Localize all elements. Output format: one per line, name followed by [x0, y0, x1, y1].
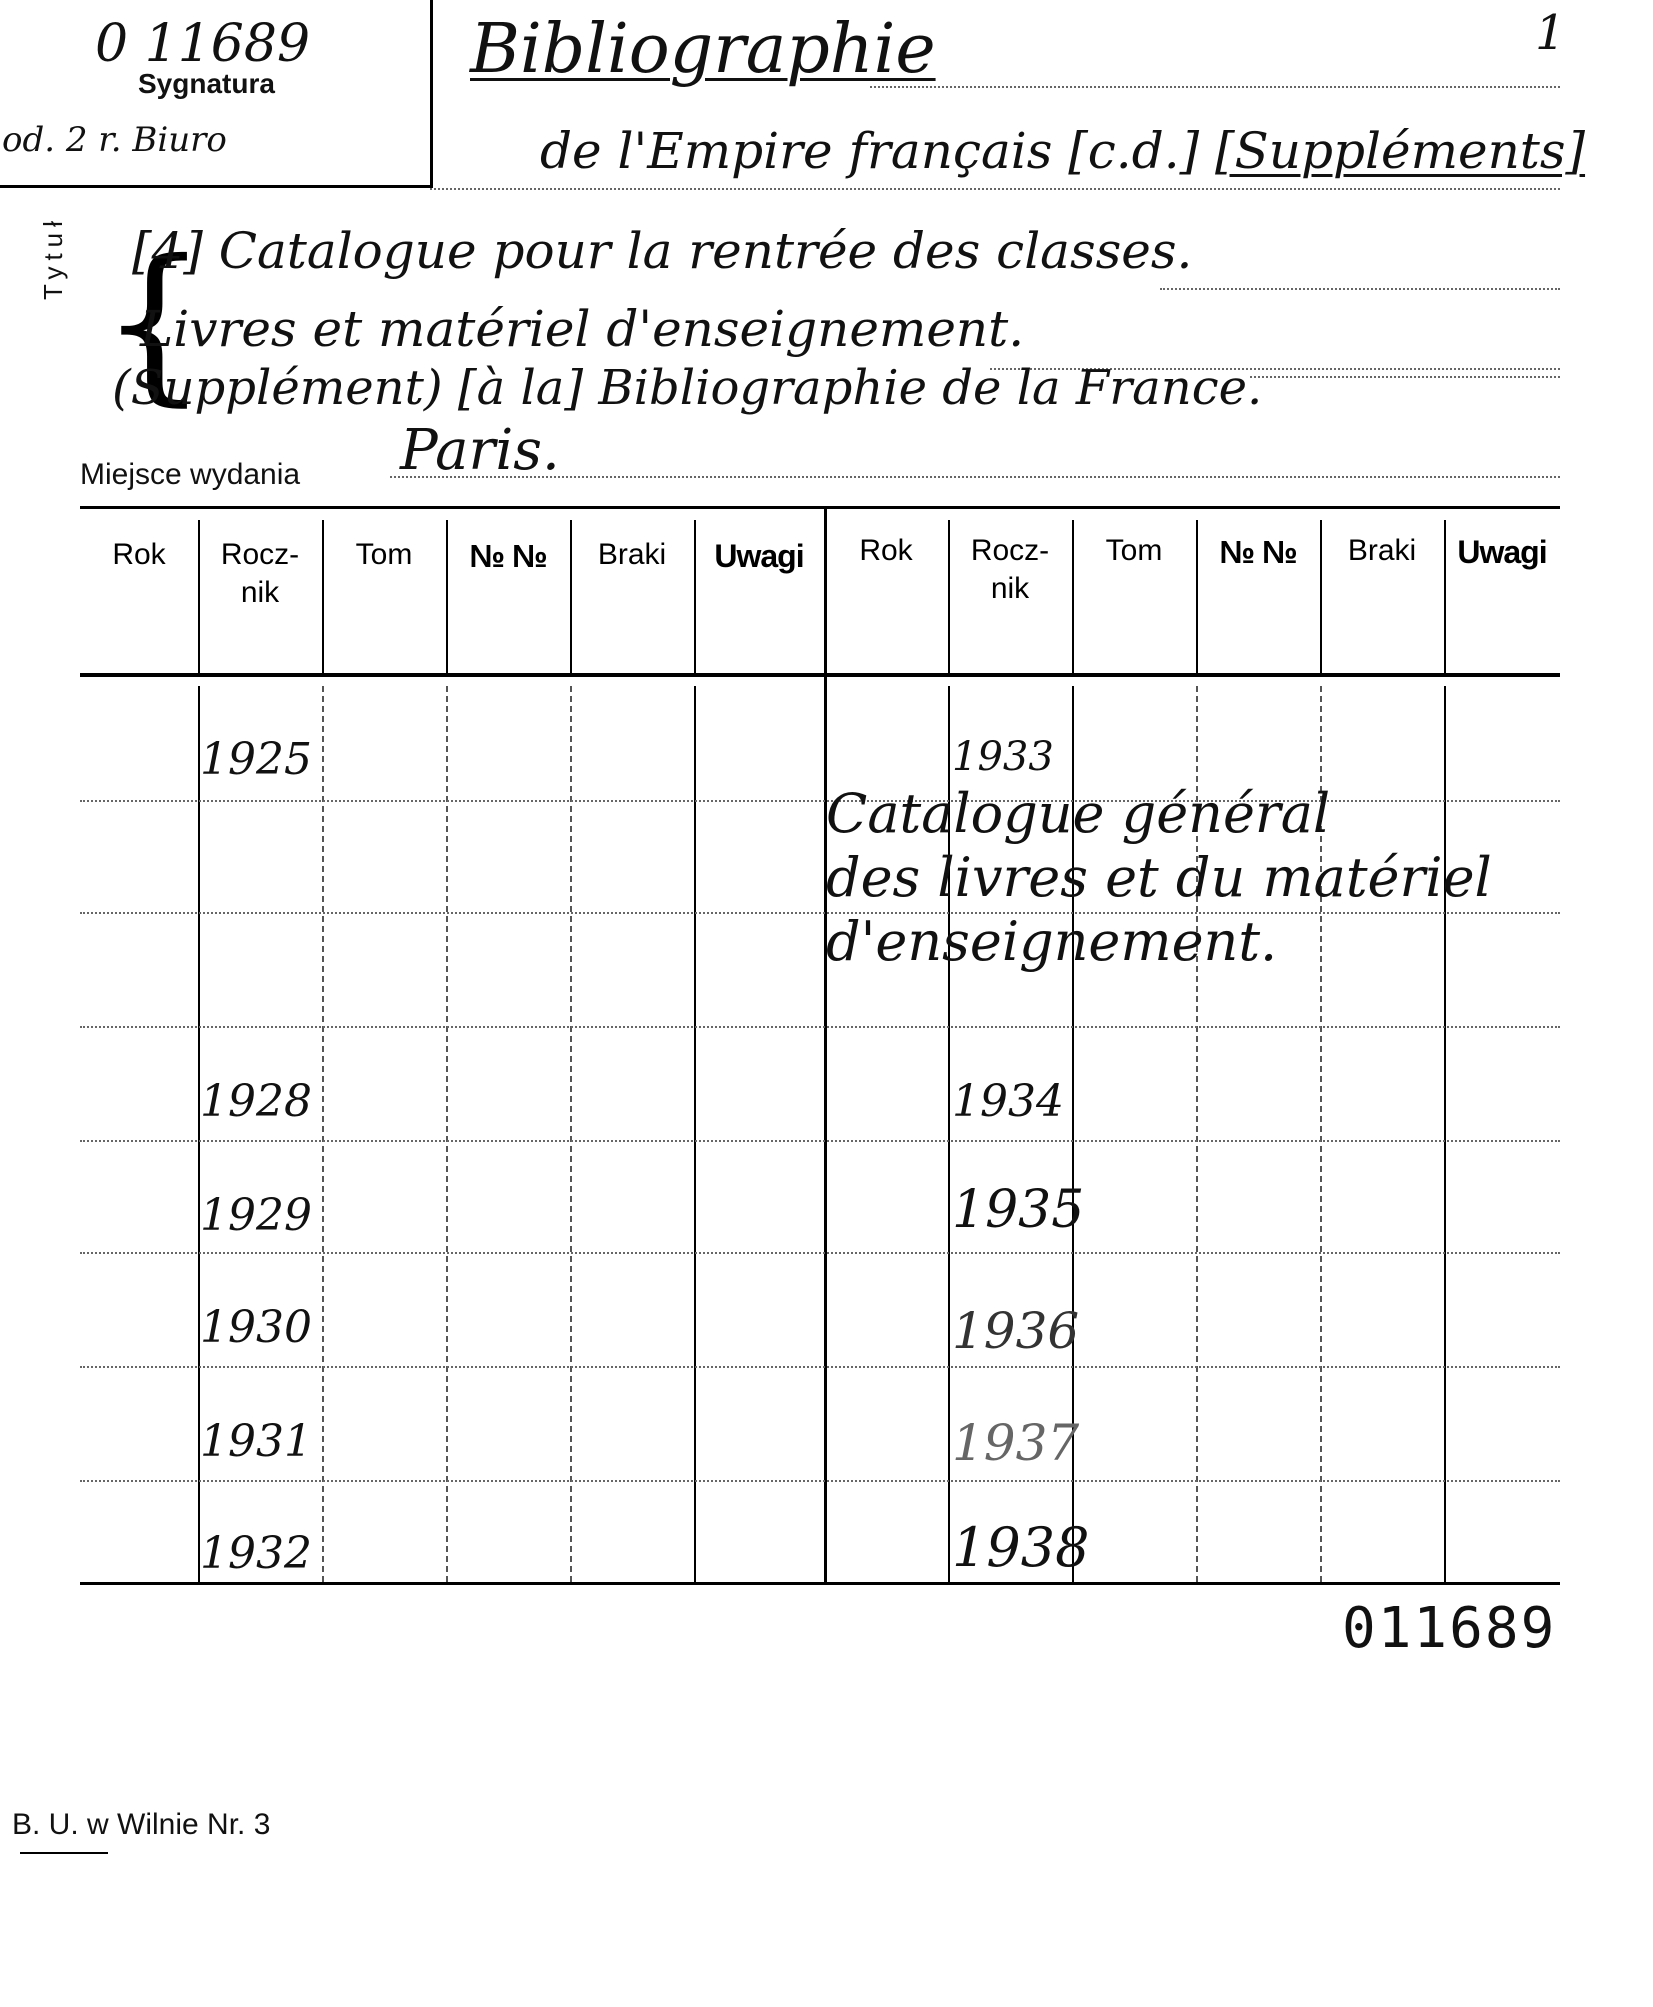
col-header-rocznik: Rocz- nik: [220, 538, 300, 609]
rocznik-left-5: 1931: [200, 1416, 312, 1467]
title-continuation: [540, 122, 1585, 180]
printer-note: B. U. w Wilnie Nr. 3: [12, 1808, 271, 1841]
body-line: [1444, 686, 1446, 1582]
signature-label: Sygnatura: [138, 68, 275, 99]
body-line: [694, 686, 696, 1582]
row-line: [80, 1140, 1560, 1142]
title-line-3: (Supplément) [à la] Bibliographie de la France.: [112, 360, 1263, 416]
rocznik-left-3: 1929: [200, 1190, 312, 1241]
table-bottom-rule: [80, 1582, 1560, 1585]
row-line: [80, 912, 1560, 914]
col-header-uwagi-right: Uwagi: [1457, 534, 1547, 570]
rocznik-left-6: 1932: [200, 1528, 312, 1579]
col-header-braki-right: Braki: [1347, 534, 1417, 567]
row-line: [80, 1366, 1560, 1368]
title-dotline-5: [1250, 376, 1560, 378]
col-header-tom-right: Tom: [1105, 534, 1163, 567]
title-dotline-2: [430, 188, 1560, 190]
printer-underline: [20, 1852, 108, 1854]
col-header-braki: Braki: [597, 538, 667, 571]
rocznik-right-6: 1938: [952, 1516, 1090, 1579]
col-header-rok-right: Rok: [859, 534, 913, 567]
card-number: 1: [1535, 5, 1566, 61]
title-dotline-1: [870, 86, 1560, 88]
table-top-rule: [80, 506, 1560, 509]
main-title: Bibliographie: [470, 10, 936, 89]
col-header-tom: Tom: [355, 538, 413, 571]
place-value: Paris.: [400, 418, 560, 483]
title-continuation-2: [Suppléments]: [1215, 122, 1586, 180]
col-header-numbers-right: № №: [1219, 534, 1297, 570]
body-line: [446, 686, 448, 1582]
rocznik-right-5: 1937: [952, 1414, 1080, 1472]
title-continuation-1: de l'Empire français [c.d.]: [540, 122, 1200, 180]
table-header-rule: [80, 673, 1560, 677]
col-header-uwagi: Uwagi: [714, 538, 804, 574]
note-line-1: Catalogue général: [826, 782, 1331, 845]
col-header-numbers: № №: [469, 538, 547, 574]
rocznik-right-3: 1935: [952, 1180, 1085, 1240]
note-line-3: d'enseignement.: [826, 910, 1278, 973]
title-line-1: [4] Catalogue pour la rentrée des classes.: [132, 222, 1193, 280]
place-label: Miejsce wydania: [80, 458, 301, 491]
rocznik-right-1: 1933: [952, 734, 1054, 780]
row-line: [80, 1480, 1560, 1482]
place-dotline: [390, 476, 1560, 478]
rocznik-left-1: 1925: [200, 734, 312, 785]
row-line: [80, 1026, 1560, 1028]
col-header-rok: Rok: [112, 538, 166, 571]
note-line-2: des livres et du matériel: [826, 846, 1492, 909]
col-header-rocznik-right: Rocz- nik: [970, 534, 1050, 605]
title-dotline-3: [1160, 288, 1560, 290]
row-line: [80, 800, 1560, 802]
signature-number: 0 11689: [95, 14, 311, 74]
department-note: od. 2 r. Biuro: [2, 120, 227, 160]
body-line: [570, 686, 572, 1582]
body-line: [322, 686, 324, 1582]
stamp-number: 011689: [1342, 1596, 1557, 1661]
rocznik-right-2: 1934: [952, 1076, 1064, 1127]
rocznik-left-2: 1928: [200, 1076, 312, 1127]
rocznik-right-4: 1936: [952, 1302, 1080, 1360]
title-line-2: Livres et matériel d'enseignement.: [140, 300, 1025, 358]
rocznik-left-4: 1930: [200, 1302, 312, 1353]
table-center-divider: [824, 508, 827, 1582]
title-brace: {: [100, 224, 209, 422]
tytul-label: Tytuł: [38, 215, 68, 300]
row-line: [80, 1252, 1560, 1254]
